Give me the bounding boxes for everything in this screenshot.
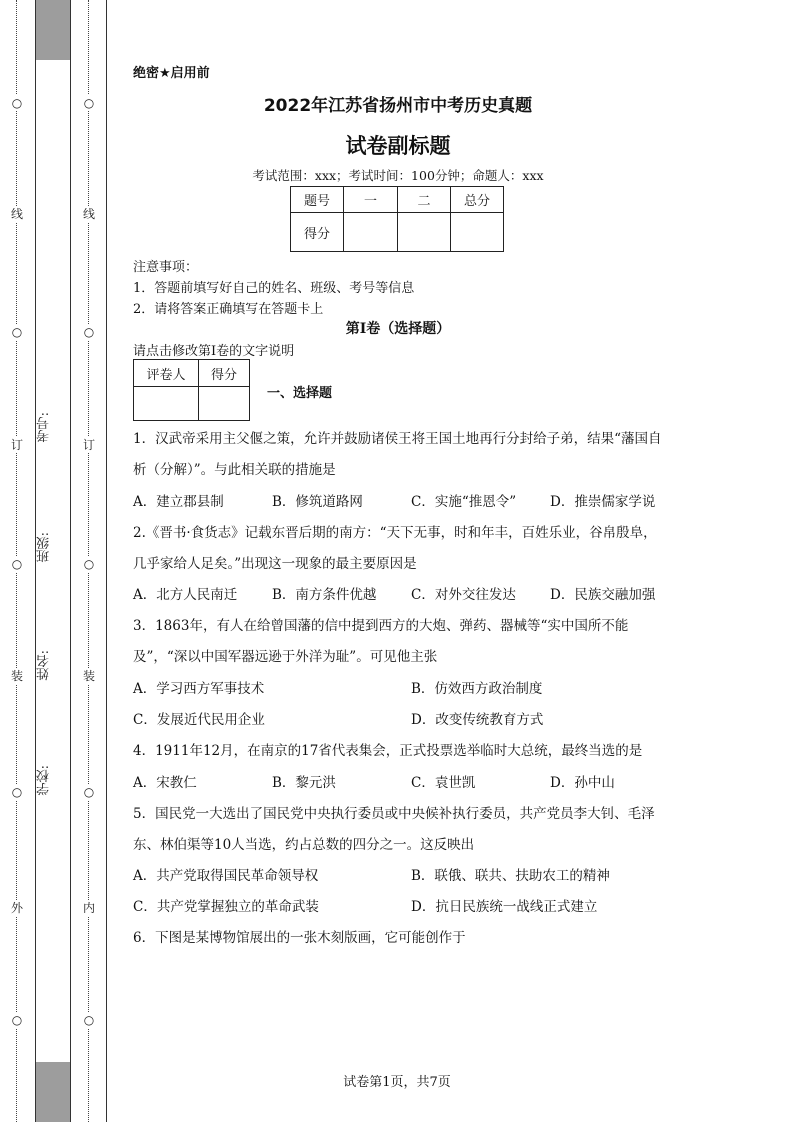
order-marker: 订: [82, 438, 95, 452]
circle-marker: ○: [9, 324, 25, 340]
grader-cell: [134, 387, 199, 421]
option-b: B．联俄、联共、扶助农工的精神: [411, 868, 610, 884]
name-label: 姓名:: [37, 650, 52, 681]
grader-header: 评卷人: [134, 360, 199, 387]
option-d: D．抗日民族统一战线正式建立: [411, 899, 598, 915]
circle-marker: ○: [81, 556, 97, 572]
notice-title: 注意事项：: [133, 260, 199, 275]
paper-subtitle: 试卷副标题: [345, 134, 451, 158]
score-row-label: 得分: [291, 213, 344, 252]
option-a: A．共产党取得国民革命领导权: [133, 868, 319, 884]
option-b: B．黎元洪: [272, 775, 336, 791]
question-stem: 2.《晋书·食货志》记载东晋后期的南方：“天下无事，时和年丰，百姓乐业，谷帛殷阜，几乎家给人足矣。”出现这一现象的最主要原因是: [133, 525, 657, 572]
option-b: B．南方条件优越: [272, 587, 377, 603]
circle-marker: ○: [81, 324, 97, 340]
grader-header: 得分: [199, 360, 250, 387]
student-info-column: [35, 0, 71, 1122]
option-row: [133, 705, 663, 736]
option-row: [133, 892, 663, 923]
exam-info: 考试范围：xxx；考试时间：100分钟；命题人：xxx: [252, 168, 544, 183]
question-stem: 3．1863年，有人在给曾国藩的信中提到西方的大炮、弹药、器械等“实中国所不能及”，“深以中国军器远逊于外洋为耻”。可见他主张: [133, 618, 629, 665]
page-footer: 试卷第1页，共7页: [343, 1075, 451, 1090]
circle-marker: ○: [9, 556, 25, 572]
question-stem: 4．1911年12月，在南京的17省代表集会，正式投票选举临时大总统，最终当选的是: [133, 743, 643, 759]
option-row: [133, 768, 663, 799]
option-c: C．袁世凯: [411, 775, 476, 791]
grader-cell: [199, 387, 250, 421]
option-d: D．孙中山: [550, 775, 615, 791]
section-heading: 一、选择题: [267, 386, 333, 401]
outer-binding-strip: [0, 0, 34, 1122]
option-c: C．共产党掌握独立的革命武装: [133, 899, 319, 915]
side-marker: 内: [82, 901, 95, 915]
circle-marker: ○: [9, 784, 25, 800]
circle-marker: ○: [81, 1012, 97, 1028]
notice-item: 1．答题前填写好自己的姓名、班级、考号等信息: [133, 281, 415, 296]
bind-marker: 装: [10, 669, 23, 683]
option-row: [133, 861, 663, 892]
circle-marker: ○: [81, 95, 97, 111]
score-cell: [451, 213, 504, 252]
line-marker: 线: [82, 207, 95, 221]
line-marker: 线: [10, 207, 23, 221]
question-stem: 1．汉武帝采用主父偃之策，允许并鼓励诸侯王将王国土地再行分封给子弟，结果“藩国自析（分解）”。与此相关联的措施是: [133, 431, 662, 478]
question-stem: 5．国民党一大选出了国民党中央执行委员或中央候补执行委员，共产党员李大钊、毛泽东、林伯渠等10人当选，约占总数的四分之一。这反映出: [133, 806, 655, 853]
score-cell: [344, 213, 398, 252]
part-title: 第I卷（选择题）: [345, 321, 451, 337]
circle-marker: ○: [9, 1012, 25, 1028]
exam-number-label: 考号:: [37, 412, 52, 443]
question-stem: 6．下图是某博物馆展出的一张木刻版画，它可能创作于: [133, 930, 466, 946]
circle-marker: ○: [9, 95, 25, 111]
option-d: D．改变传统教育方式: [411, 712, 544, 728]
option-d: D．推崇儒家学说: [550, 494, 656, 510]
score-header: 一: [344, 187, 398, 213]
option-row: [133, 674, 663, 705]
order-marker: 订: [10, 438, 23, 452]
margin-rule: [106, 0, 107, 1122]
part-description: 请点击修改第I卷的文字说明: [133, 344, 295, 359]
side-marker: 外: [10, 901, 23, 915]
score-cell: [398, 213, 451, 252]
option-d: D．民族交融加强: [550, 587, 656, 603]
score-header: 二: [398, 187, 451, 213]
score-table: [290, 186, 504, 252]
option-row: [133, 580, 663, 611]
class-label: 班级:: [37, 532, 52, 563]
confidential-mark: 绝密★启用前: [133, 66, 210, 81]
option-b: B．修筑道路网: [272, 494, 363, 510]
grader-table: [133, 359, 250, 421]
circle-marker: ○: [81, 784, 97, 800]
option-row: [133, 487, 663, 518]
option-a: A．宋教仁: [133, 775, 197, 791]
score-header: 总分: [451, 187, 504, 213]
gray-block-top: [35, 0, 71, 60]
school-label: 学校:: [37, 765, 52, 796]
option-a: A．学习西方军事技术: [133, 681, 265, 697]
option-a: A．北方人民南迁: [133, 587, 238, 603]
option-c: C．实施“推恩令”: [411, 494, 517, 510]
notice-item: 2．请将答案正确填写在答题卡上: [133, 302, 324, 317]
paper-title: 2022年江苏省扬州市中考历史真题: [263, 96, 533, 116]
option-c: C．发展近代民用企业: [133, 712, 265, 728]
option-c: C．对外交往发达: [411, 587, 516, 603]
score-header: 题号: [291, 187, 344, 213]
option-b: B．仿效西方政治制度: [411, 681, 543, 697]
option-a: A．建立郡县制: [133, 494, 224, 510]
bind-marker: 装: [82, 669, 95, 683]
inner-binding-strip: [72, 0, 106, 1122]
